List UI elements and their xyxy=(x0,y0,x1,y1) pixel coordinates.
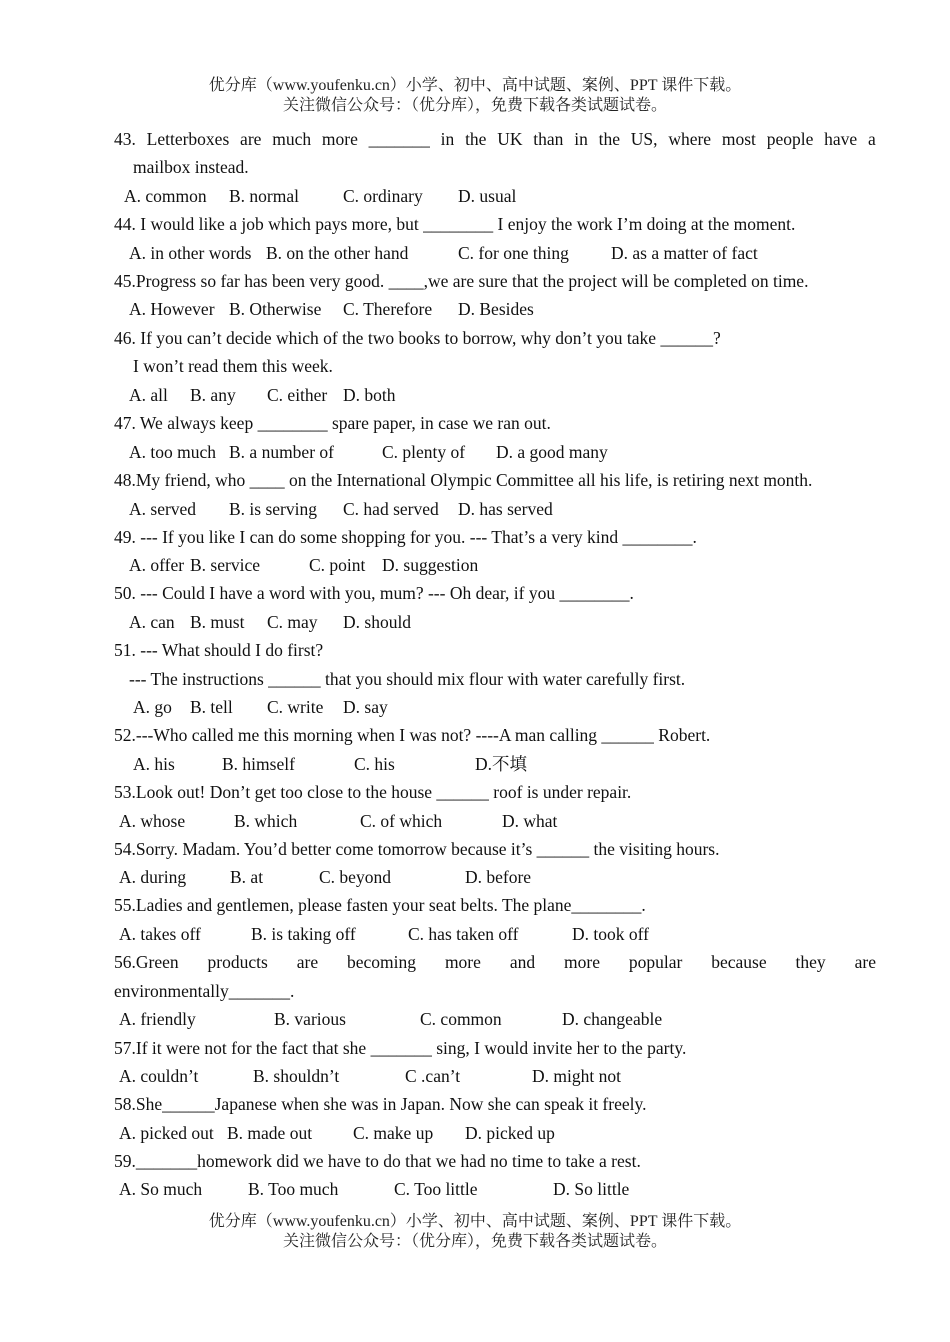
question-55-stem: 55.Ladies and gentlemen, please fasten your seat belts. The plane________. xyxy=(114,895,646,915)
question-49-option-d: D. suggestion xyxy=(382,555,479,575)
question-43-stem-continued: mailbox instead. xyxy=(133,157,249,177)
question-53-option-c: C. of which xyxy=(360,811,443,831)
question-48-option-d: D. has served xyxy=(458,499,553,519)
question-50-stem: 50. --- Could I have a word with you, mum? --- Oh dear, if you ________. xyxy=(114,583,634,603)
question-51-stem-continued: --- The instructions ______ that you should mix flour with water carefully first. xyxy=(129,669,686,689)
question-45-option-b: B. Otherwise xyxy=(229,299,322,319)
question-45-stem: 45.Progress so far has been very good. ____,we are sure that the project will be completed on time. xyxy=(114,271,809,291)
question-47-stem: 47. We always keep ________ spare paper, in case we ran out. xyxy=(114,413,551,433)
question-57-option-a: A. couldn’t xyxy=(119,1066,199,1086)
question-46-option-d: D. both xyxy=(343,385,396,405)
question-43-option-a: A. common xyxy=(124,186,207,206)
question-59-option-c: C. Too little xyxy=(394,1179,478,1199)
question-53-stem: 53.Look out! Don’t get too close to the house ______ roof is under repair. xyxy=(114,782,632,802)
question-52-option-b: B. himself xyxy=(222,754,295,774)
question-55-option-a: A. takes off xyxy=(119,924,201,944)
question-53-option-a: A. whose xyxy=(119,811,186,831)
question-50-option-d: D. should xyxy=(343,612,412,632)
question-48-option-c: C. had served xyxy=(343,499,439,519)
question-57-stem: 57.If it were not for the fact that she _______ sing, I would invite her to the party. xyxy=(114,1038,687,1058)
question-46-option-c: C. either xyxy=(267,385,328,405)
question-54-option-a: A. during xyxy=(119,867,187,887)
question-47-option-a: A. too much xyxy=(129,442,217,462)
question-47-option-b: B. a number of xyxy=(229,442,334,462)
question-59-option-a: A. So much xyxy=(119,1179,203,1199)
question-43-stem: 43. Letterboxes are much more _______ in the UK than in the US, where most people have a xyxy=(114,129,876,149)
question-59-stem: 59._______homework did we have to do that we had no time to take a rest. xyxy=(114,1151,641,1171)
question-43-option-c: C. ordinary xyxy=(343,186,423,206)
question-57-option-d: D. might not xyxy=(532,1066,621,1086)
header-line-2: 关注微信公众号：（优分库），免费下载各类试题试卷。 xyxy=(282,97,667,114)
question-43-option-b: B. normal xyxy=(229,186,299,206)
question-52-option-c: C. his xyxy=(354,754,395,774)
question-54-option-b: B. at xyxy=(230,867,264,887)
question-56-option-d: D. changeable xyxy=(562,1009,663,1029)
question-58-option-a: A. picked out xyxy=(119,1123,214,1143)
question-46-option-b: B. any xyxy=(190,385,236,405)
question-51-option-a: A. go xyxy=(133,697,172,717)
question-54-option-c: C. beyond xyxy=(319,867,391,887)
question-57-option-b: B. shouldn’t xyxy=(253,1066,340,1086)
question-51-option-b: B. tell xyxy=(190,697,233,717)
footer-line-2: 关注微信公众号：（优分库），免费下载各类试题试卷。 xyxy=(282,1233,667,1250)
page-footer xyxy=(0,1212,950,1252)
question-45-option-d: D. Besides xyxy=(458,299,534,319)
question-50-option-b: B. must xyxy=(190,612,245,632)
page-header xyxy=(0,76,950,116)
question-58-option-d: D. picked up xyxy=(465,1123,555,1143)
question-43-option-d: D. usual xyxy=(458,186,517,206)
question-49-option-c: C. point xyxy=(309,555,366,575)
question-49-option-b: B. service xyxy=(190,555,260,575)
question-52-stem: 52.---Who called me this morning when I was not? ----A man calling ______ Robert. xyxy=(114,725,711,745)
question-55-option-d: D. took off xyxy=(572,924,649,944)
question-58-option-c: C. make up xyxy=(353,1123,434,1143)
question-46-option-a: A. all xyxy=(129,385,168,405)
question-59-option-b: B. Too much xyxy=(248,1179,339,1199)
question-53-option-d: D. what xyxy=(502,811,558,831)
question-50-option-c: C. may xyxy=(267,612,318,632)
question-44-option-c: C. for one thing xyxy=(458,243,569,263)
question-44-option-d: D. as a matter of fact xyxy=(611,243,758,263)
question-48-option-a: A. served xyxy=(129,499,197,519)
question-54-stem: 54.Sorry. Madam. You’d better come tomorrow because it’s ______ the visiting hours. xyxy=(114,839,720,859)
question-45-option-a: A. However xyxy=(129,299,215,319)
question-45-option-c: C. Therefore xyxy=(343,299,433,319)
header-line-1: 优分库（www.youfenku.cn）小学、初中、高中试题、案例、PPT 课件下载。 xyxy=(208,77,742,94)
question-49-option-a: A. offer xyxy=(129,555,185,575)
question-54-option-d: D. before xyxy=(465,867,532,887)
question-48-stem: 48.My friend, who ____ on the International Olympic Committee all his life, is retiring next month. xyxy=(114,470,813,490)
question-51-option-d: D. say xyxy=(343,697,388,717)
question-59-option-d: D. So little xyxy=(553,1179,630,1199)
question-55-option-b: B. is taking off xyxy=(251,924,356,944)
question-56-stem-continued: environmentally_______. xyxy=(114,981,295,1001)
footer-line-1: 优分库（www.youfenku.cn）小学、初中、高中试题、案例、PPT 课件下载。 xyxy=(208,1213,742,1230)
question-56-stem: 56.Green products are becoming more and more popular because they are xyxy=(114,952,876,972)
question-52-option-d: D.不填 xyxy=(475,754,528,774)
question-44-option-a: A. in other words xyxy=(129,243,252,263)
question-53-option-b: B. which xyxy=(234,811,298,831)
question-48-option-b: B. is serving xyxy=(229,499,317,519)
question-50-option-a: A. can xyxy=(129,612,175,632)
question-44-option-b: B. on the other hand xyxy=(266,243,409,263)
question-51-option-c: C. write xyxy=(267,697,324,717)
question-46-stem-continued: I won’t read them this week. xyxy=(133,356,333,376)
question-56-option-b: B. various xyxy=(274,1009,346,1029)
question-56-option-c: C. common xyxy=(420,1009,502,1029)
question-58-stem: 58.She______Japanese when she was in Japan. Now she can speak it freely. xyxy=(114,1094,647,1114)
question-57-option-c: C .can’t xyxy=(405,1066,461,1086)
question-47-option-c: C. plenty of xyxy=(382,442,466,462)
question-55-option-c: C. has taken off xyxy=(408,924,519,944)
question-58-option-b: B. made out xyxy=(227,1123,313,1143)
question-51-stem: 51. --- What should I do first? xyxy=(114,640,324,660)
question-49-stem: 49. --- If you like I can do some shopping for you. --- That’s a very kind ________. xyxy=(114,527,697,547)
question-44-stem: 44. I would like a job which pays more, but ________ I enjoy the work I’m doing at the moment. xyxy=(114,214,796,234)
question-56-option-a: A. friendly xyxy=(119,1009,196,1029)
question-47-option-d: D. a good many xyxy=(496,442,608,462)
question-52-option-a: A. his xyxy=(133,754,175,774)
question-46-stem: 46. If you can’t decide which of the two books to borrow, why don’t you take ______? xyxy=(114,328,721,348)
